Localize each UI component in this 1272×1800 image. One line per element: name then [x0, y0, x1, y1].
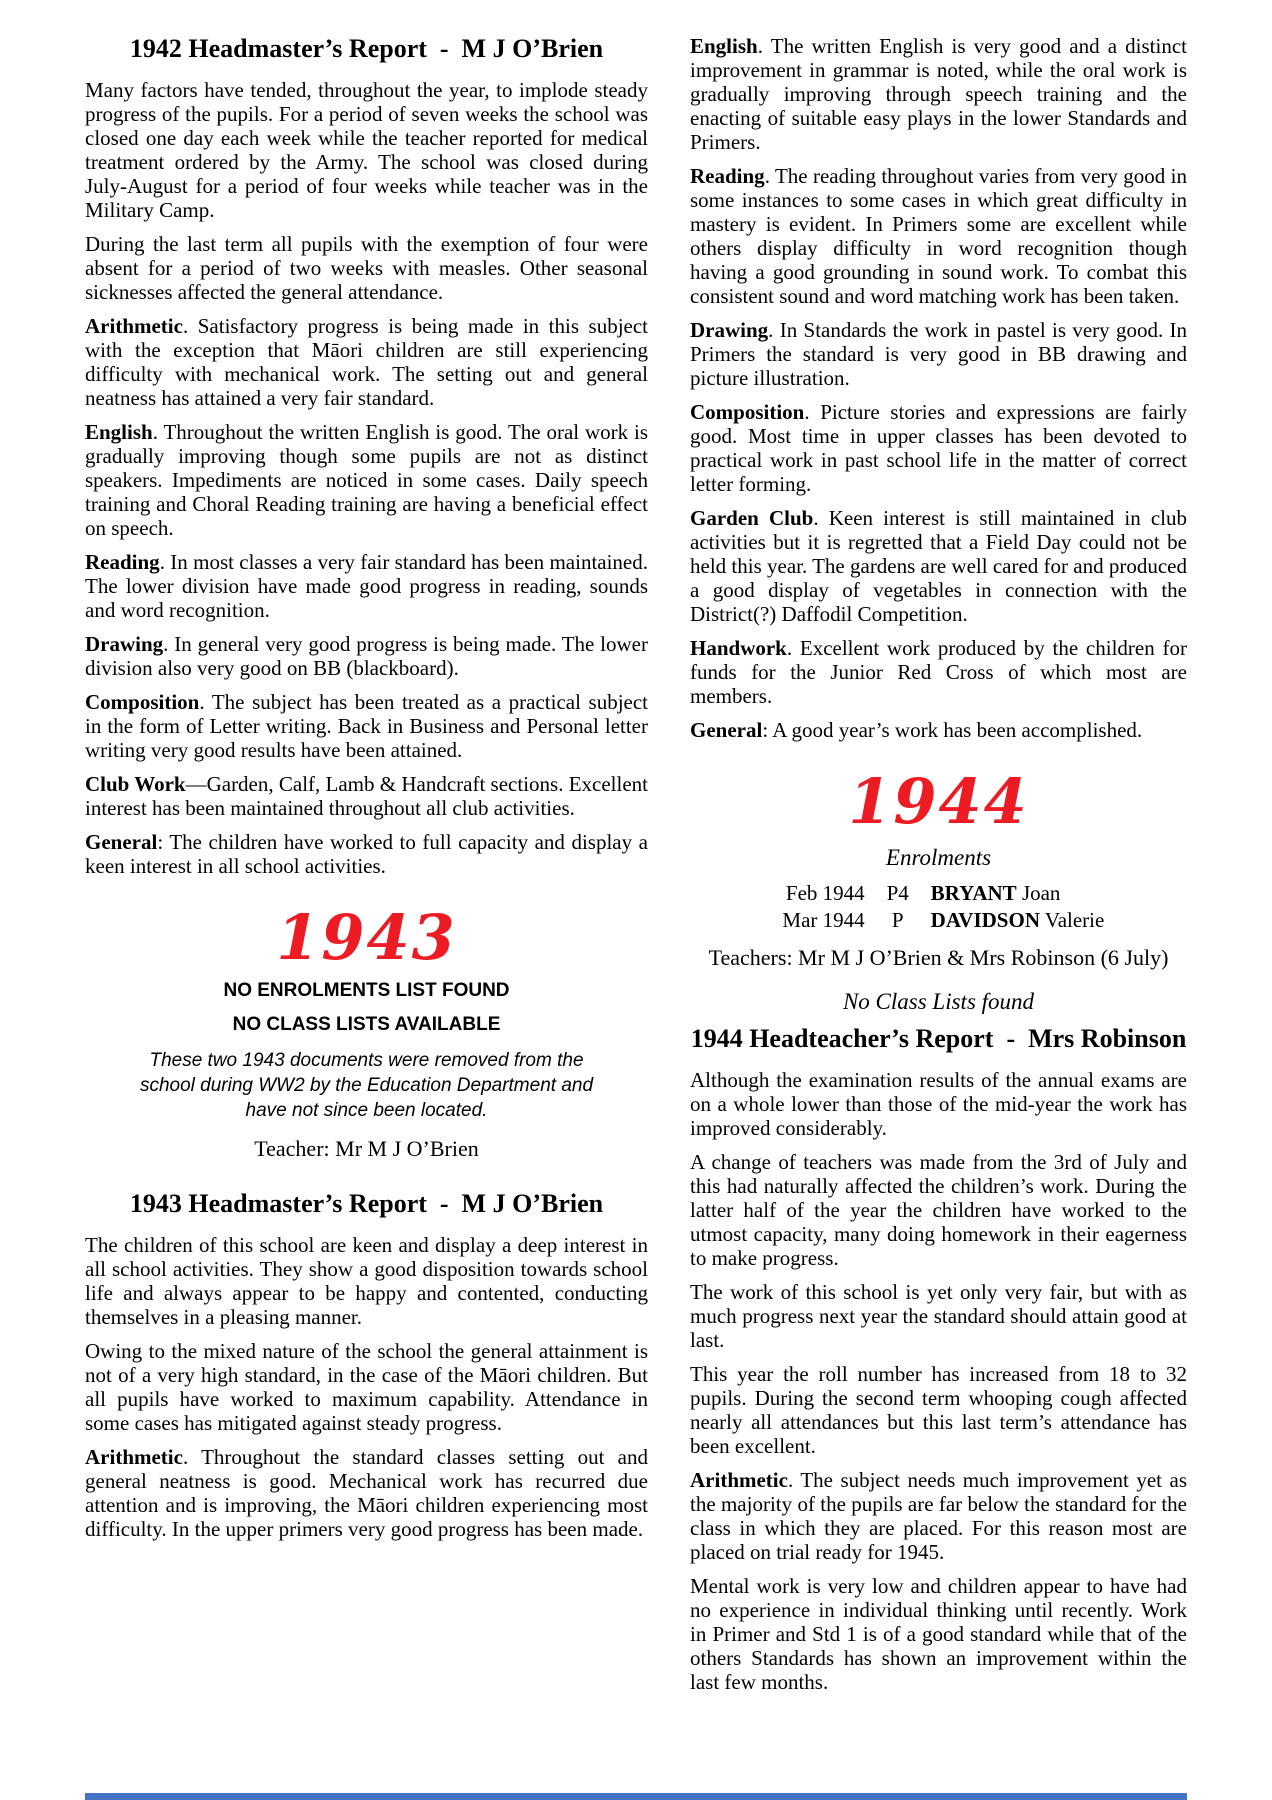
enrolment-name: DAVIDSON Valerie	[930, 908, 1105, 932]
enrolment-date: Mar 1944	[782, 908, 865, 932]
report-paragraph: Mental work is very low and children appear to have had no experience in individual thinking until recently. Work in Primer and Std 1 is of a good standard while that of the others Standards has shown an improvement within the last few months.	[690, 1574, 1187, 1694]
two-column-layout	[85, 34, 1187, 1704]
term-label: Composition	[85, 690, 200, 714]
enrolment-surname: DAVIDSON	[930, 908, 1040, 932]
year-stamp: 1943	[276, 901, 457, 974]
term-label: Garden Club	[690, 506, 814, 530]
report-paragraph: Composition. Picture stories and expressions are fairly good. Most time in upper classes has been devoted to practical work in past school life in the matter of correct letter forming.	[690, 400, 1187, 496]
report-paragraph: Composition. The subject has been treated as a practical subject in the form of Letter writing. Back in Business and Personal letter writing very good results have been attained.	[85, 690, 649, 762]
archive-note: These two 1943 documents were removed from the school during WW2 by the Education Department and have not since been located.	[139, 1050, 594, 1121]
report-paragraph: Club Work—Garden, Calf, Lamb & Handcraft sections. Excellent interest has been maintained throughout all club activities.	[85, 772, 648, 820]
term-label: English	[85, 420, 153, 444]
report-heading: 1944 Headteacher’s Report - Mrs Robinson	[690, 1024, 1187, 1053]
enrolment-surname: BRYANT	[930, 881, 1017, 905]
term-label: Arithmetic	[85, 1445, 183, 1469]
enrolment-date: Feb 1944	[785, 881, 865, 905]
term-label: General	[690, 718, 763, 742]
term-label: Drawing	[85, 632, 164, 656]
enrolment-class: P4	[886, 881, 909, 905]
right-column	[690, 34, 1187, 1704]
report-paragraph: Although the examination results of the annual exams are on a whole lower than those of the mid-year the work has improved considerably.	[690, 1068, 1187, 1140]
term-label: Club Work	[85, 772, 186, 796]
enrolments-list	[773, 880, 1105, 934]
enrolment-name: BRYANT Joan	[930, 881, 1061, 905]
report-paragraph: A change of teachers was made from the 3rd of July and this had naturally affected the children’s work. During the latter half of the year the children have worked to the utmost capacity, many doing homework in their eagerness to make progress.	[690, 1150, 1187, 1270]
italic-caption: Enrolments	[885, 845, 992, 870]
term-label: Reading	[85, 550, 160, 574]
report-paragraph: Reading. In most classes a very fair standard has been maintained. The lower division have made good progress in reading, sounds and word recognition.	[85, 550, 648, 622]
report-paragraph: Garden Club. Keen interest is still maintained in club activities but it is regretted that a Field Day could not be held this year. The gardens are well cared for and produced a good display of vegetables in connection with the District(?) Daffodil Competition.	[690, 506, 1187, 626]
report-paragraph: The children of this school are keen and display a deep interest in all school activities. They show a good disposition towards school life and always appear to be happy and contented, conducting themselves in a pleasing manner.	[85, 1233, 648, 1329]
enrolment-row	[773, 880, 1105, 907]
term-label: Arithmetic	[690, 1468, 788, 1492]
italic-caption: No Class Lists found	[842, 989, 1035, 1014]
report-paragraph: English. Throughout the written English is good. The oral work is gradually improving though some pupils are not as distinct speakers. Impediments are noticed in some cases. Daily speech training and Choral Reading training are having a beneficial effect on speech.	[85, 420, 648, 540]
year-stamp: 1944	[848, 765, 1029, 838]
report-heading: 1943 Headmaster’s Report - M J O’Brien	[129, 1189, 604, 1218]
report-paragraph: During the last term all pupils with the exemption of four were absent for a period of two weeks with measles. Other seasonal sicknesses affected the general attendance.	[85, 232, 648, 304]
report-paragraph: Drawing. In Standards the work in pastel is very good. In Primers the standard is very good in BB drawing and picture illustration.	[690, 318, 1187, 390]
teacher-line: Teacher: Mr M J O’Brien	[254, 1136, 479, 1161]
term-label: Composition	[690, 400, 805, 424]
report-paragraph: The work of this school is yet only very fair, but with as much progress next year the standard should attain good at last.	[690, 1280, 1187, 1352]
report-heading: 1942 Headmaster’s Report - M J O’Brien	[129, 34, 604, 63]
report-paragraph: Owing to the mixed nature of the school the general attainment is not of a very high standard, in the case of the Māori children. But all pupils have worked to maximum capability. Attendance in some cases has mitigated against steady progress.	[85, 1339, 648, 1435]
report-paragraph: English. The written English is very good and a distinct improvement in grammar is noted, while the oral work is gradually improving through speech training and the enacting of suitable easy plays in the lower Standards and Primers.	[690, 34, 1188, 154]
term-label: Handwork	[690, 636, 787, 660]
report-paragraph: Drawing. In general very good progress is being made. The lower division also very good on BB (blackboard).	[85, 632, 648, 680]
footer-table-edge	[85, 1793, 1187, 1800]
report-paragraph: Arithmetic. The subject needs much improvement yet as the majority of the pupils are far below the standard for the class in which they are placed. For this reason most are placed on trial ready for 1945.	[690, 1468, 1187, 1564]
missing-records-note: NO CLASS LISTS AVAILABLE	[232, 1014, 501, 1035]
report-paragraph: Many factors have tended, throughout the year, to implode steady progress of the pupils. For a period of seven weeks the school was closed one day each week while the teacher reported for medical treatment ordered by the Army. The school was closed during July-August for a period of four weeks while teacher was in the Military Camp.	[85, 78, 648, 222]
report-paragraph: Arithmetic. Throughout the standard classes setting out and general neatness is good. Mechanical work has recurred due attention and is improving, the Māori children experiencing most difficulty. In the upper primers very good progress has been made.	[85, 1445, 648, 1541]
report-paragraph: Reading. The reading throughout varies from very good in some instances to some cases in which great difficulty in mastery is evident. In Primers some are excellent while others display difficulty in word recognition though having a good grounding in sound work. To combat this consistent sound and word matching work has been taken.	[690, 164, 1188, 308]
term-label: General	[85, 830, 158, 854]
left-column	[85, 34, 648, 1551]
teacher-line: Teachers: Mr M J O’Brien & Mrs Robinson (6 July)	[708, 945, 1169, 970]
term-label: Drawing	[690, 318, 769, 342]
term-label: Arithmetic	[85, 314, 183, 338]
missing-records-note: NO ENROLMENTS LIST FOUND	[223, 980, 510, 1001]
report-paragraph: Handwork. Excellent work produced by the children for funds for the Junior Red Cross of which most are members.	[690, 636, 1187, 708]
term-label: Reading	[690, 164, 765, 188]
report-paragraph: Arithmetic. Satisfactory progress is being made in this subject with the exception that Māori children are still experiencing difficulty with mechanical work. The setting out and general neatness has attained a very fair standard.	[85, 314, 649, 410]
enrolment-class: P	[891, 908, 904, 932]
report-paragraph: General: A good year’s work has been accomplished.	[690, 718, 1143, 742]
report-paragraph: This year the roll number has increased from 18 to 32 pupils. During the second term whooping cough affected nearly all attendances but this last term’s attendance has been excellent.	[690, 1362, 1187, 1458]
term-label: English	[690, 34, 758, 58]
enrolment-row	[773, 907, 1105, 934]
report-paragraph: General: The children have worked to full capacity and display a keen interest in all school activities.	[85, 830, 648, 878]
